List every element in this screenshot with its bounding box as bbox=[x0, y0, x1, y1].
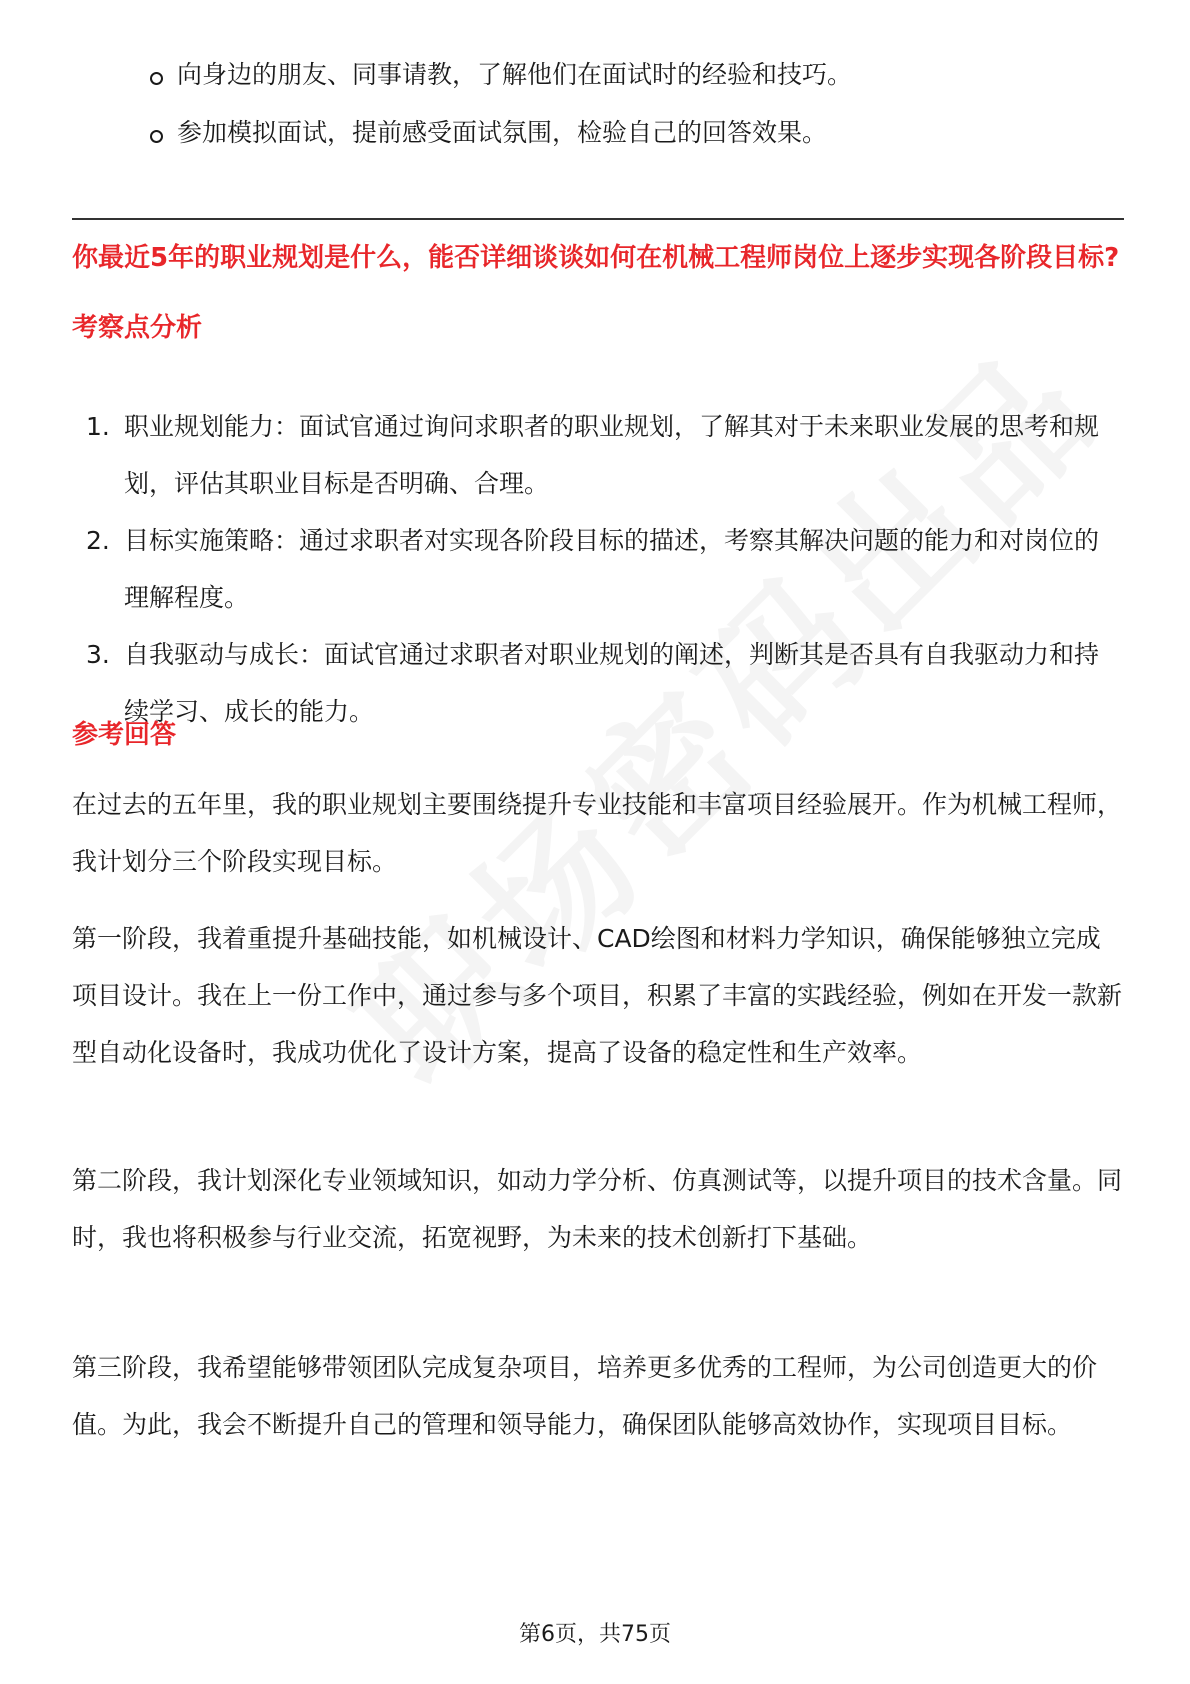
analysis-title: 考察点分析 bbox=[72, 313, 203, 343]
bullet-item: 参加模拟面试，提前感受面试氛围，检验自己的回答效果。 bbox=[150, 116, 1130, 174]
answer-paragraph: 第二阶段，我计划深化专业领域知识，如动力学分析、仿真测试等，以提升项目的技术含量。同时，我也将积极参与行业交流，拓宽视野，为未来的技术创新打下基础。 bbox=[72, 1166, 1123, 1252]
item-text: 职业规划能力：面试官通过询问求职者的职业规划，了解其对于未来职业发展的思考和规划，评估其职业目标是否明确、合理。 bbox=[124, 412, 1100, 498]
bullet-item: 向身边的朋友、同事请教，了解他们在面试时的经验和技巧。 bbox=[150, 58, 1130, 116]
answer-paragraph: 第一阶段，我着重提升基础技能，如机械设计、CAD绘图和材料力学知识，确保能够独立完成项目设计。我在上一份工作中，通过参与多个项目，积累了丰富的实践经验，例如在开发一款新型自动化设备时，我成功优化了设计方案，提高了设备的稳定性和生产效率。 bbox=[72, 924, 1123, 1067]
tips-bullet-list bbox=[150, 58, 1130, 174]
question-heading: 你最近5年的职业规划是什么，能否详细谈谈如何在机械工程师岗位上逐步实现各阶段目标? bbox=[72, 243, 1120, 273]
section-divider bbox=[72, 218, 1124, 220]
item-number: 1. bbox=[86, 412, 110, 441]
item-number: 3. bbox=[86, 640, 110, 669]
analysis-item bbox=[72, 512, 1122, 626]
answer-title: 参考回答 bbox=[72, 720, 177, 750]
analysis-item bbox=[72, 626, 1122, 740]
item-text: 自我驱动与成长：面试官通过求职者对职业规划的阐述，判断其是否具有自我驱动力和持续学习、成长的能力。 bbox=[124, 640, 1100, 726]
item-number: 2. bbox=[86, 526, 110, 555]
answer-paragraph: 第三阶段，我希望能够带领团队完成复杂项目，培养更多优秀的工程师，为公司创造更大的价值。为此，我会不断提升自己的管理和领导能力，确保团队能够高效协作，实现项目目标。 bbox=[72, 1353, 1098, 1439]
answer-paragraph: 在过去的五年里，我的职业规划主要围绕提升专业技能和丰富项目经验展开。作为机械工程师，我计划分三个阶段实现目标。 bbox=[72, 790, 1123, 876]
analysis-list bbox=[72, 398, 1122, 740]
page-number: 第6页，共75页 bbox=[519, 1622, 671, 1647]
item-text: 目标实施策略：通过求职者对实现各阶段目标的描述，考察其解决问题的能力和对岗位的理解程度。 bbox=[124, 526, 1100, 612]
analysis-item bbox=[72, 398, 1122, 512]
